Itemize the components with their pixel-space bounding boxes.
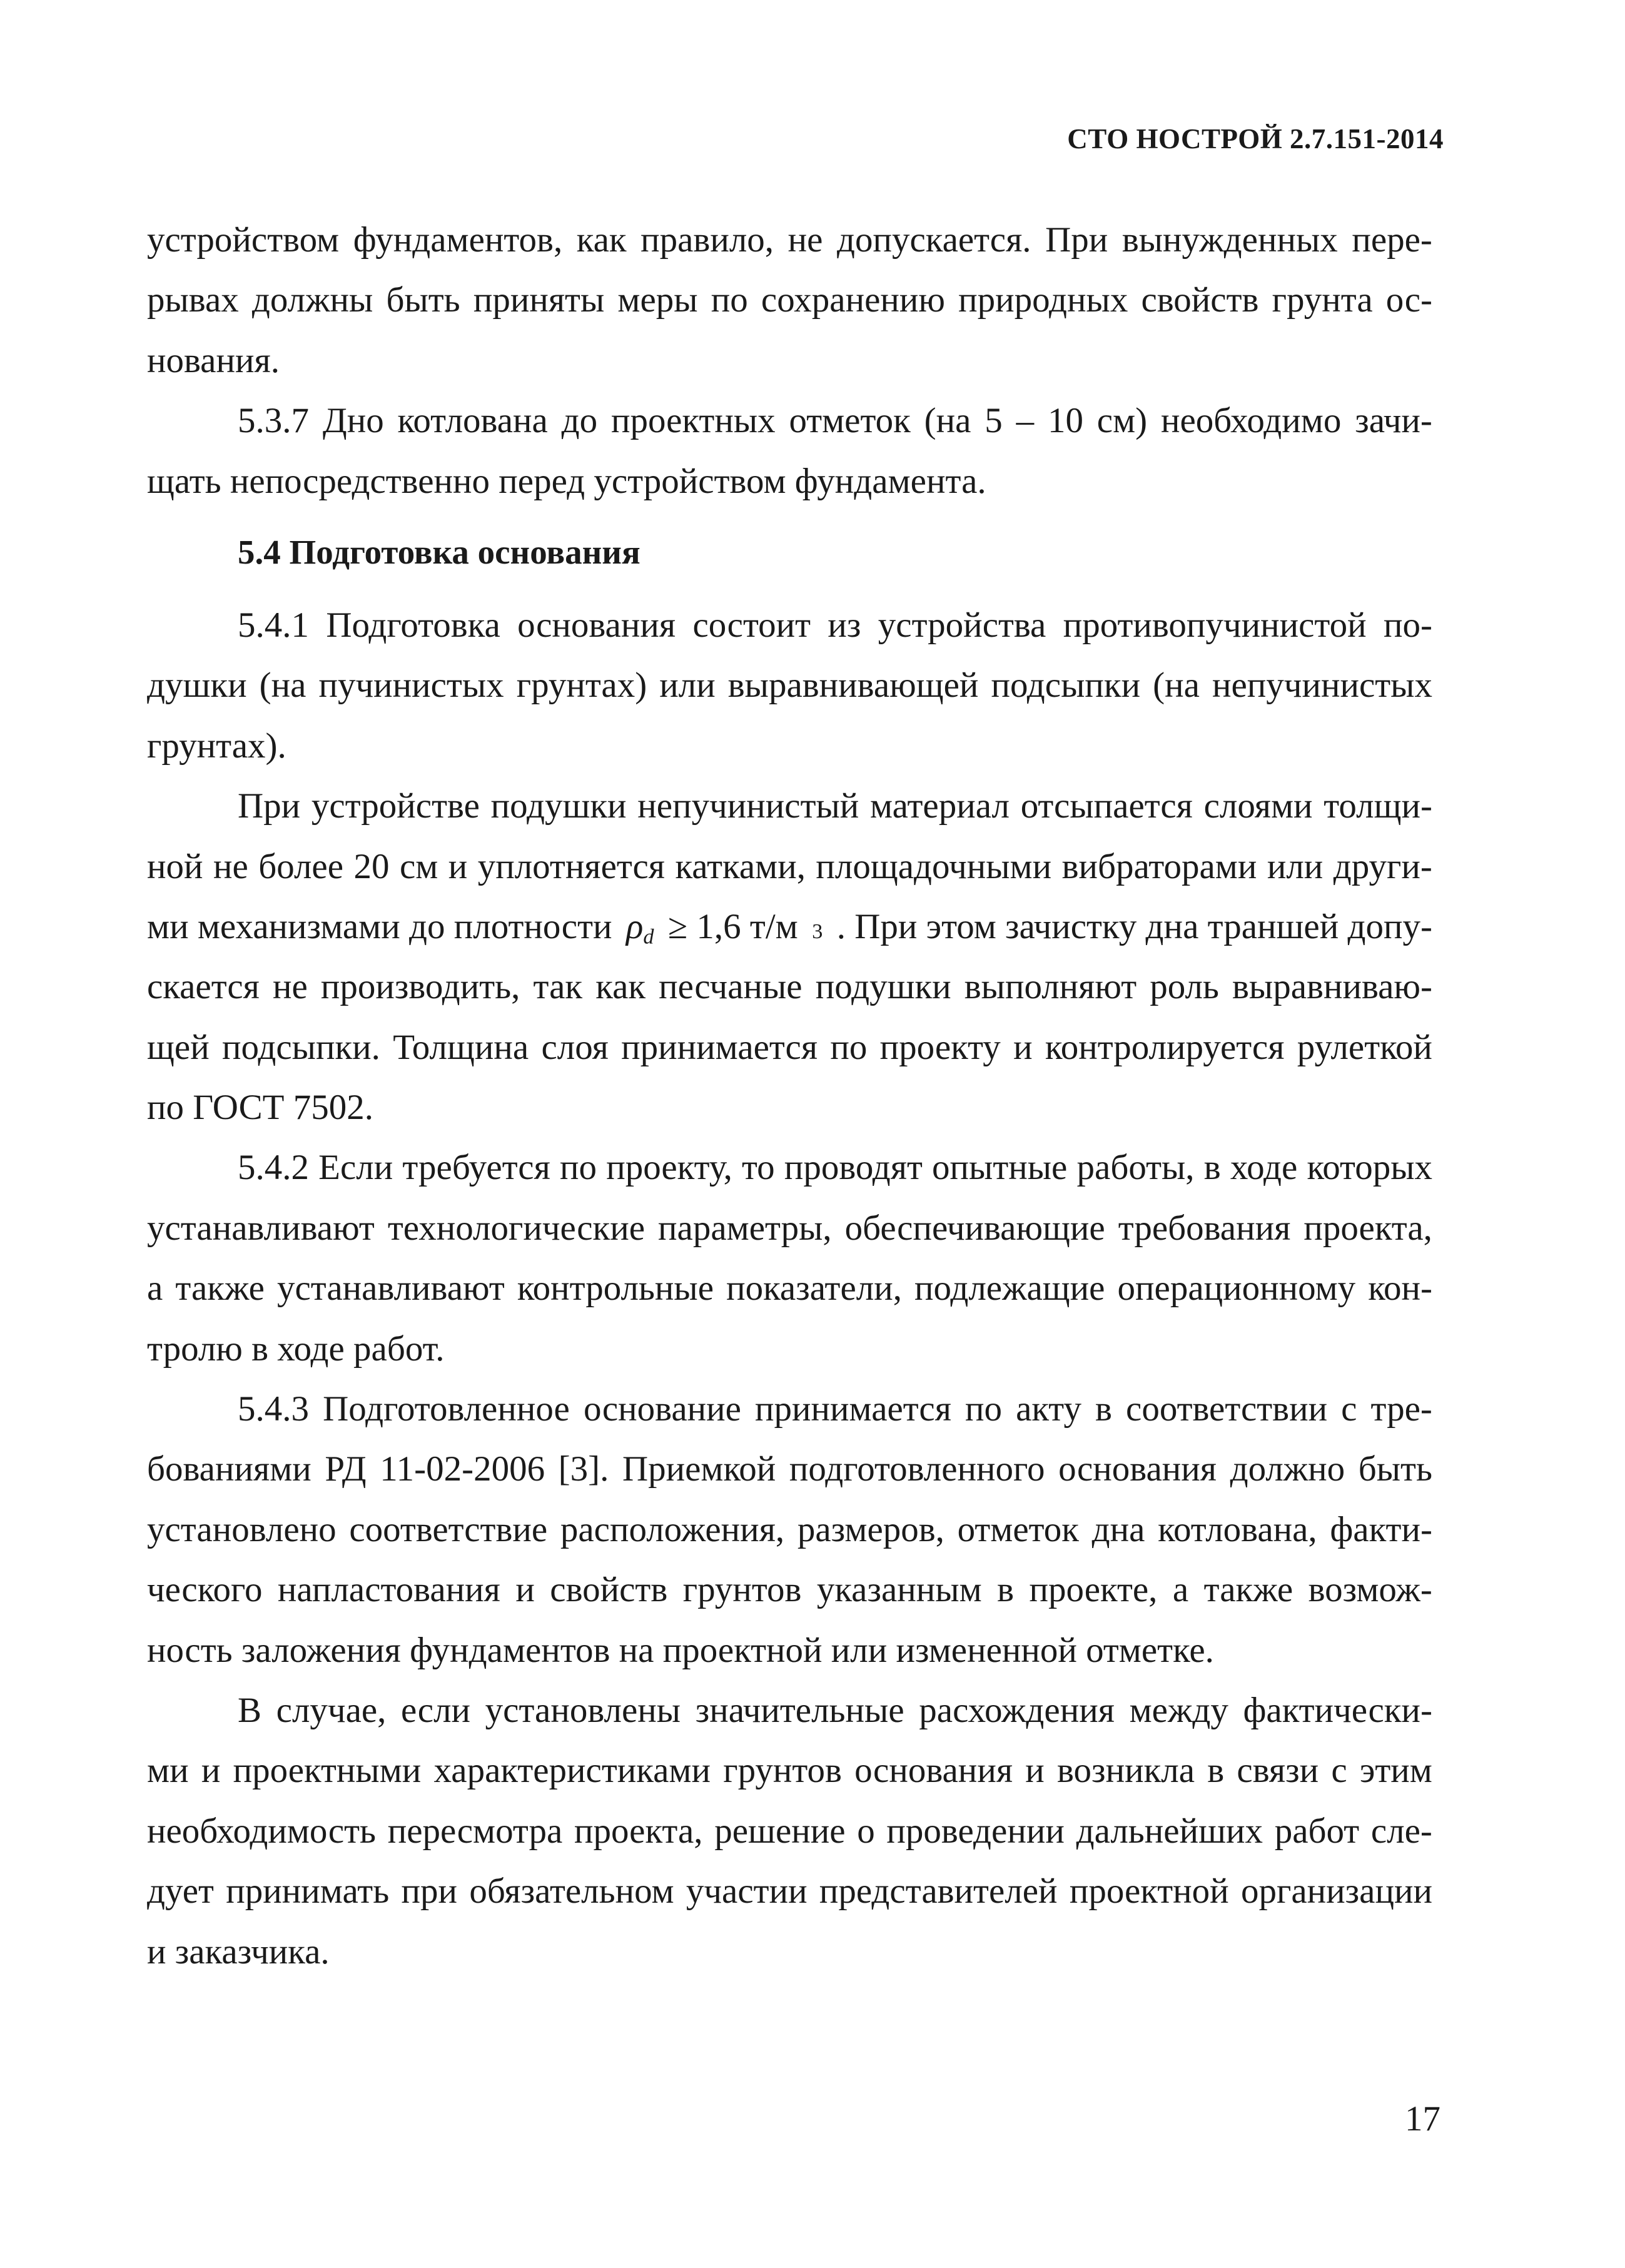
text-line <box>147 1741 1432 1801</box>
section-heading: 5.4 Подготовка основания <box>238 532 640 571</box>
line-text: бованиями РД 11-02-2006 [3]. Приемкой подготовленного основания должно быть <box>147 1449 1432 1489</box>
text-line <box>147 1379 1432 1439</box>
line-text: нования. <box>147 340 280 380</box>
text-line <box>147 1621 1432 1681</box>
line-text: дует принимать при обязательном участии представителей проектной организации <box>147 1871 1432 1911</box>
line-text: В случае, если установлены значительные расхождения между фактически- <box>238 1690 1432 1730</box>
line-text: При устройстве подушки непучинистый материал отсыпается слоями толщи- <box>238 786 1432 826</box>
line-text: 5.4.2 Если требуется по проекту, то проводят опытные работы, в ходе которых <box>238 1148 1432 1188</box>
line-text: 5.4.1 Подготовка основания состоит из устройства противопучинистой по- <box>238 605 1432 645</box>
text-line <box>147 391 1432 451</box>
text-line <box>147 957 1432 1017</box>
text-line <box>147 656 1432 716</box>
density-subscript: d <box>643 925 654 949</box>
text-line <box>147 1681 1432 1741</box>
line-text: и заказчика. <box>147 1931 330 1972</box>
line-text: тролю в ходе работ. <box>147 1329 445 1369</box>
text-line <box>147 1922 1432 1982</box>
line-text: ми механизмами до плотности <box>147 906 612 946</box>
text-line <box>147 776 1432 836</box>
unit-superscript: 3 <box>812 919 823 943</box>
line-text: рывах должны быть приняты меры по сохранению природных свойств грунта ос- <box>147 280 1432 320</box>
text-line <box>147 1319 1432 1379</box>
text-line <box>147 1560 1432 1620</box>
text-line <box>147 210 1432 270</box>
text-line <box>147 1078 1432 1138</box>
text-line <box>147 1198 1432 1258</box>
line-text: щать непосредственно перед устройством фундамента. <box>147 461 986 501</box>
density-symbol: $\rho_d$ <box>625 906 654 949</box>
line-text: установлено соответствие расположения, размеров, отметок дна котлована, факти- <box>147 1509 1432 1549</box>
text-line <box>147 270 1432 330</box>
line-text: ность заложения фундаментов на проектной или измененной отметке. <box>147 1630 1214 1670</box>
text-line <box>147 1801 1432 1861</box>
line-text: ми и проектными характеристиками грунтов основания и возникла в связи с этим <box>147 1751 1432 1791</box>
text-line <box>147 1138 1432 1198</box>
text-line <box>147 1861 1432 1921</box>
line-text: 5.4.3 Подготовленное основание принимается по акту в соответствии с тре- <box>238 1389 1432 1429</box>
body-text <box>147 210 1432 1982</box>
line-text: ной не более 20 см и уплотняется катками, площадочными вибраторами или други- <box>147 846 1432 886</box>
line-text: а также устанавливают контрольные показатели, подлежащие операционному кон- <box>147 1268 1432 1309</box>
page-number: 17 <box>1405 2099 1440 2139</box>
line-text: грунтах). <box>147 726 286 766</box>
line-text: душки (на пучинистых грунтах) или выравнивающей подсыпки (на непучинистых <box>147 666 1432 706</box>
line-text: щей подсыпки. Толщина слоя принимается по проекту и контролируется рулеткой <box>147 1027 1432 1067</box>
text-line <box>147 837 1432 897</box>
line-text-segment <box>147 897 1432 957</box>
density-value: ≥ 1,6 т/м <box>667 906 798 946</box>
text-line <box>147 897 1432 957</box>
text-line <box>147 1439 1432 1499</box>
text-line <box>147 331 1432 391</box>
line-text: ческого напластования и свойств грунтов указанным в проекте, а также возмож- <box>147 1570 1432 1610</box>
line-text: скается не производить, так как песчаные подушки выполняют роль выравниваю- <box>147 967 1432 1007</box>
line-text: необходимость пересмотра проекта, решение о проведении дальнейших работ сле- <box>147 1811 1432 1851</box>
text-line <box>147 716 1432 776</box>
line-text: устройством фундаментов, как правило, не допускается. При вынужденных пере- <box>147 220 1432 260</box>
text-line <box>147 1018 1432 1078</box>
document-code-header: СТО НОСТРОЙ 2.7.151-2014 <box>1067 123 1444 154</box>
line-text: устанавливают технологические параметры, обеспечивающие требования проекта, <box>147 1208 1432 1248</box>
text-line <box>147 595 1432 656</box>
line-text: 5.3.7 Дно котлована до проектных отметок (на 5 – 10 см) необходимо зачи- <box>238 401 1432 441</box>
line-text: по ГОСТ 7502. <box>147 1088 373 1128</box>
text-line <box>147 1258 1432 1319</box>
text-line <box>147 452 1432 512</box>
line-text: . При этом зачистку дна траншей допу- <box>836 906 1432 946</box>
text-line <box>147 1500 1432 1560</box>
